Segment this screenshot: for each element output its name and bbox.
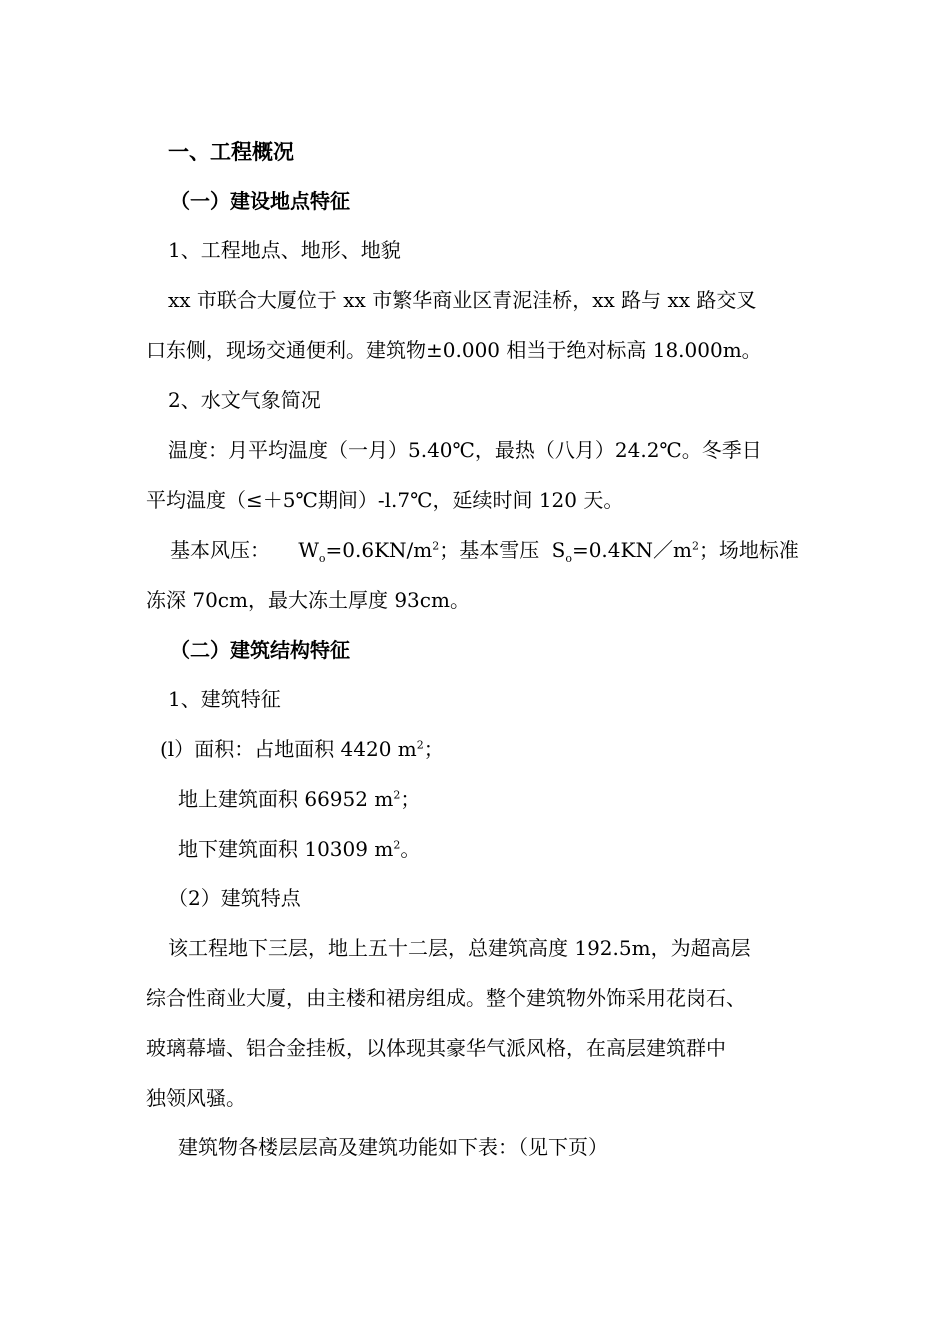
paragraph-line: xx 市联合大厦位于 xx 市繁华商业区青泥洼桥，xx 路与 xx 路交叉: [168, 288, 757, 312]
area-superscript: 2: [393, 788, 401, 802]
paragraph-line: 口东侧，现场交通便利。建筑物±0.000 相当于绝对标高 18.000m。: [146, 338, 762, 362]
wind-label: 基本风压：: [170, 538, 270, 562]
area-superscript: 2: [416, 738, 424, 752]
subsection-heading-site: （一）建设地点特征: [170, 189, 350, 213]
area-text: 地上建筑面积 66952 m: [178, 787, 394, 811]
wind-superscript: 2: [432, 539, 440, 553]
wind-symbol: W: [298, 538, 319, 562]
section-heading: 一、工程概况: [168, 140, 294, 164]
item-title-climate: 2、水文气象简况: [168, 388, 321, 412]
area-line-above: [178, 785, 420, 813]
area-line-below: [178, 835, 420, 863]
table-reference-note: 建筑物各楼层层高及建筑功能如下表：（见下页）: [178, 1135, 608, 1159]
wind-snow-line: [170, 536, 799, 564]
item-title-characteristics: （2）建筑特点: [168, 886, 301, 910]
paragraph-line: 温度：月平均温度（一月）5.40℃，最热（八月）24.2℃。冬季日: [168, 438, 762, 462]
paragraph-line: 平均温度（≤＋5℃期间）-l.7℃，延续时间 120 天。: [146, 488, 624, 512]
frost-label: ；场地标准: [698, 538, 799, 562]
paragraph-line: 玻璃幕墙、铝合金挂板，以体现其豪华气派风格，在高层建筑群中: [146, 1036, 726, 1060]
area-punct: 。: [400, 837, 421, 861]
snow-superscript: 2: [691, 539, 699, 553]
wind-value: =0.6KN/m: [325, 538, 433, 562]
paragraph-line: 独领风骚。: [146, 1086, 246, 1110]
paragraph-line: 综合性商业大厦，由主楼和裙房组成。整个建筑物外饰采用花岗石、: [146, 986, 746, 1010]
item-title-location: 1、工程地点、地形、地貌: [168, 238, 401, 262]
area-line-total: [160, 735, 444, 763]
paragraph-line: 冻深 70cm，最大冻土厚度 93cm。: [146, 588, 470, 612]
area-punct: ；: [423, 737, 444, 761]
snow-subscript: o: [565, 552, 572, 565]
area-text: 地下建筑面积 10309 m: [178, 837, 394, 861]
wind-subscript: o: [318, 552, 326, 565]
paragraph-line: 该工程地下三层，地上五十二层，总建筑高度 192.5m，为超高层: [168, 936, 751, 960]
snow-symbol: S: [551, 538, 566, 562]
area-text: (l）面积：占地面积 4420 m: [160, 737, 417, 761]
snow-label: ；基本雪压: [439, 538, 540, 562]
snow-value: =0.4KN／m: [571, 538, 692, 562]
subsection-heading-structure: （二）建筑结构特征: [170, 638, 350, 662]
item-title-features: 1、建筑特征: [168, 687, 281, 711]
area-superscript: 2: [393, 838, 401, 852]
area-punct: ；: [400, 787, 421, 811]
